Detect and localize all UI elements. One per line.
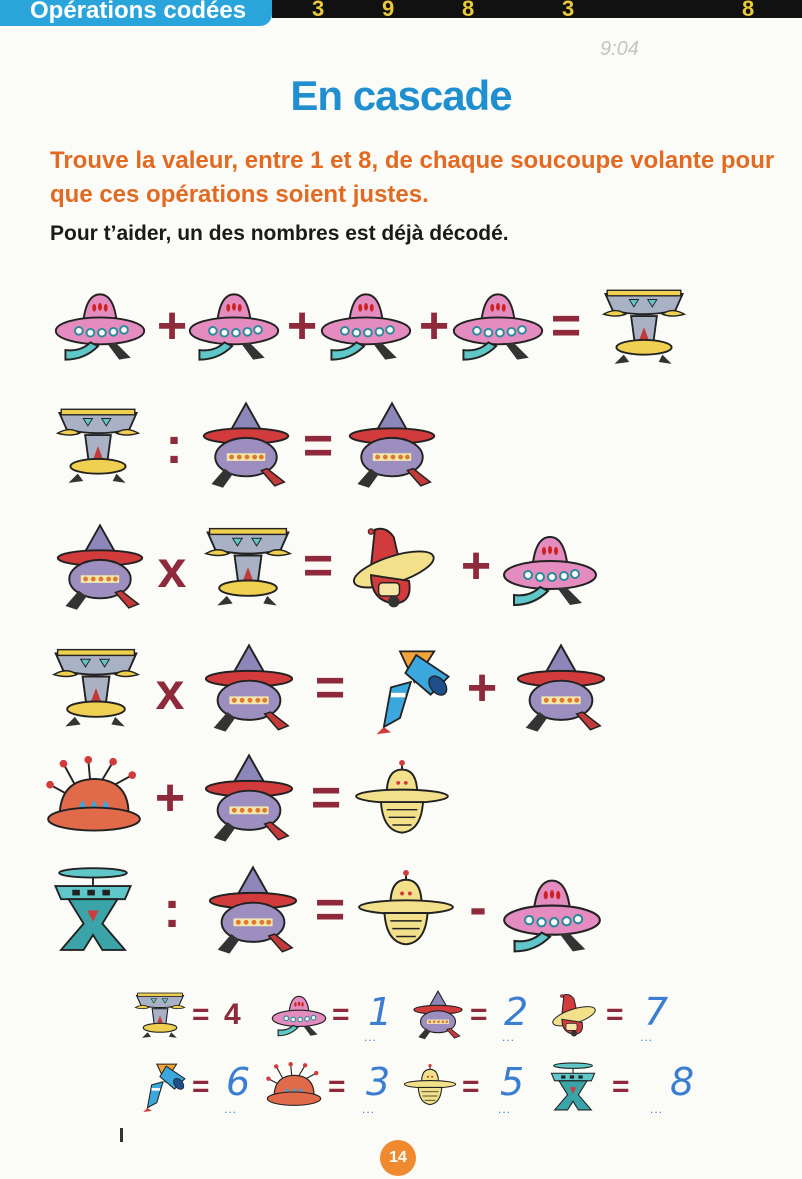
operator: = — [310, 769, 342, 827]
purple-cone-saucer-icon — [200, 752, 298, 848]
answer-dots: ... — [224, 1102, 238, 1116]
pink-saucer-icon — [450, 282, 546, 372]
yellow-ufo-icon — [354, 870, 458, 958]
strip-digit: 9 — [382, 0, 395, 21]
purple-cone-saucer-icon — [52, 522, 148, 616]
operator: = — [302, 537, 334, 595]
section-tab: Opérations codées — [0, 0, 272, 26]
pink-saucer-icon — [318, 282, 414, 372]
goblet-saucer-icon — [200, 524, 296, 612]
equals-sign: = — [462, 1070, 480, 1103]
pink-saucer-icon — [186, 282, 282, 372]
given-value: 4 — [224, 998, 241, 1031]
equals-sign: = — [606, 998, 624, 1031]
goblet-saucer-icon — [48, 644, 144, 734]
equation-row-4 — [0, 644, 802, 744]
answer-value[interactable]: 2 — [504, 990, 529, 1034]
pink-saucer-icon — [500, 870, 604, 962]
operator: + — [154, 769, 186, 827]
equals-sign: = — [612, 1070, 630, 1103]
answer-value[interactable]: 3 — [366, 1060, 391, 1104]
goblet-saucer-icon — [52, 402, 144, 492]
operator: = — [314, 881, 346, 939]
pencil-mark — [120, 1128, 123, 1142]
answer-dots: ... — [650, 1102, 664, 1116]
equation-row-6 — [0, 864, 802, 964]
operator: + — [418, 297, 450, 355]
blue-rocket-icon — [136, 1060, 188, 1114]
answer-value[interactable]: 5 — [500, 1060, 525, 1104]
answer-value[interactable]: 1 — [368, 990, 393, 1034]
strip-digit: 8 — [742, 0, 755, 21]
operator: + — [466, 659, 498, 717]
pink-saucer-icon — [52, 282, 148, 372]
strip-digit: 3 — [562, 0, 575, 21]
answer-dots: ... — [364, 1030, 378, 1044]
page-title: En cascade — [290, 72, 512, 119]
answer-value[interactable]: 8 — [670, 1060, 695, 1104]
purple-cone-saucer-icon — [198, 400, 294, 494]
equals-sign: = — [328, 1070, 346, 1103]
pencil-note: 9:04 — [600, 38, 639, 60]
header-bar — [0, 0, 802, 22]
operator: = — [314, 659, 346, 717]
blue-rocket-icon — [362, 646, 456, 736]
purple-cone-saucer-icon — [204, 864, 302, 960]
operator: + — [460, 537, 492, 595]
equals-sign: = — [332, 998, 350, 1031]
answer-dots: ... — [640, 1030, 654, 1044]
page-number-badge: 14 — [380, 1140, 416, 1176]
answer-key-row-2 — [0, 1060, 802, 1114]
header-decor-strip — [272, 0, 802, 21]
red-hat-saucer-icon — [546, 992, 598, 1040]
operator: + — [286, 297, 318, 355]
red-dome-antenna-icon — [264, 1062, 324, 1112]
answer-value[interactable]: 7 — [644, 990, 669, 1034]
operator: - — [469, 879, 487, 937]
answer-dots: ... — [362, 1102, 376, 1116]
goblet-saucer-icon — [132, 990, 188, 1042]
equals-sign: = — [192, 1070, 210, 1103]
teal-x-robot-icon — [546, 1060, 600, 1114]
operator: : — [163, 881, 181, 939]
yellow-ufo-icon — [402, 1064, 458, 1112]
purple-cone-saucer-icon — [512, 642, 610, 738]
strip-digit: 8 — [462, 0, 475, 21]
answer-value[interactable]: 6 — [226, 1060, 251, 1104]
operator: x — [157, 541, 187, 599]
answer-dots: ... — [502, 1030, 516, 1044]
strip-digit: 3 — [312, 0, 325, 21]
operator: + — [156, 297, 188, 355]
operator: x — [155, 663, 185, 721]
purple-cone-saucer-icon — [200, 642, 298, 738]
teal-x-robot-icon — [46, 864, 140, 956]
red-hat-saucer-icon — [342, 524, 438, 614]
purple-cone-saucer-icon — [344, 400, 440, 494]
hint-text: Pour t’aider, un des nombres est déjà décodé. — [50, 222, 509, 245]
instruction-text: Trouve la valeur, entre 1 et 8, de chaque soucoupe volante pour que ces opérations soient justes. — [50, 147, 775, 208]
equation-row-1 — [0, 282, 802, 382]
red-dome-antenna-icon — [44, 756, 144, 842]
yellow-ufo-icon — [352, 760, 452, 846]
answer-dots: ... — [498, 1102, 512, 1116]
equals-sign: = — [470, 998, 488, 1031]
operator: : — [165, 417, 183, 475]
purple-cone-saucer-icon — [410, 990, 466, 1042]
answer-key-row-1 — [0, 990, 802, 1044]
equals-sign: = — [192, 998, 210, 1031]
pink-saucer-icon — [500, 526, 600, 616]
pink-saucer-icon — [270, 992, 328, 1040]
equation-row-2 — [0, 402, 802, 502]
goblet-saucer-icon — [598, 284, 690, 372]
equation-row-3 — [0, 522, 802, 622]
equation-row-5 — [0, 752, 802, 852]
operator: = — [550, 297, 582, 355]
operator: = — [302, 417, 334, 475]
